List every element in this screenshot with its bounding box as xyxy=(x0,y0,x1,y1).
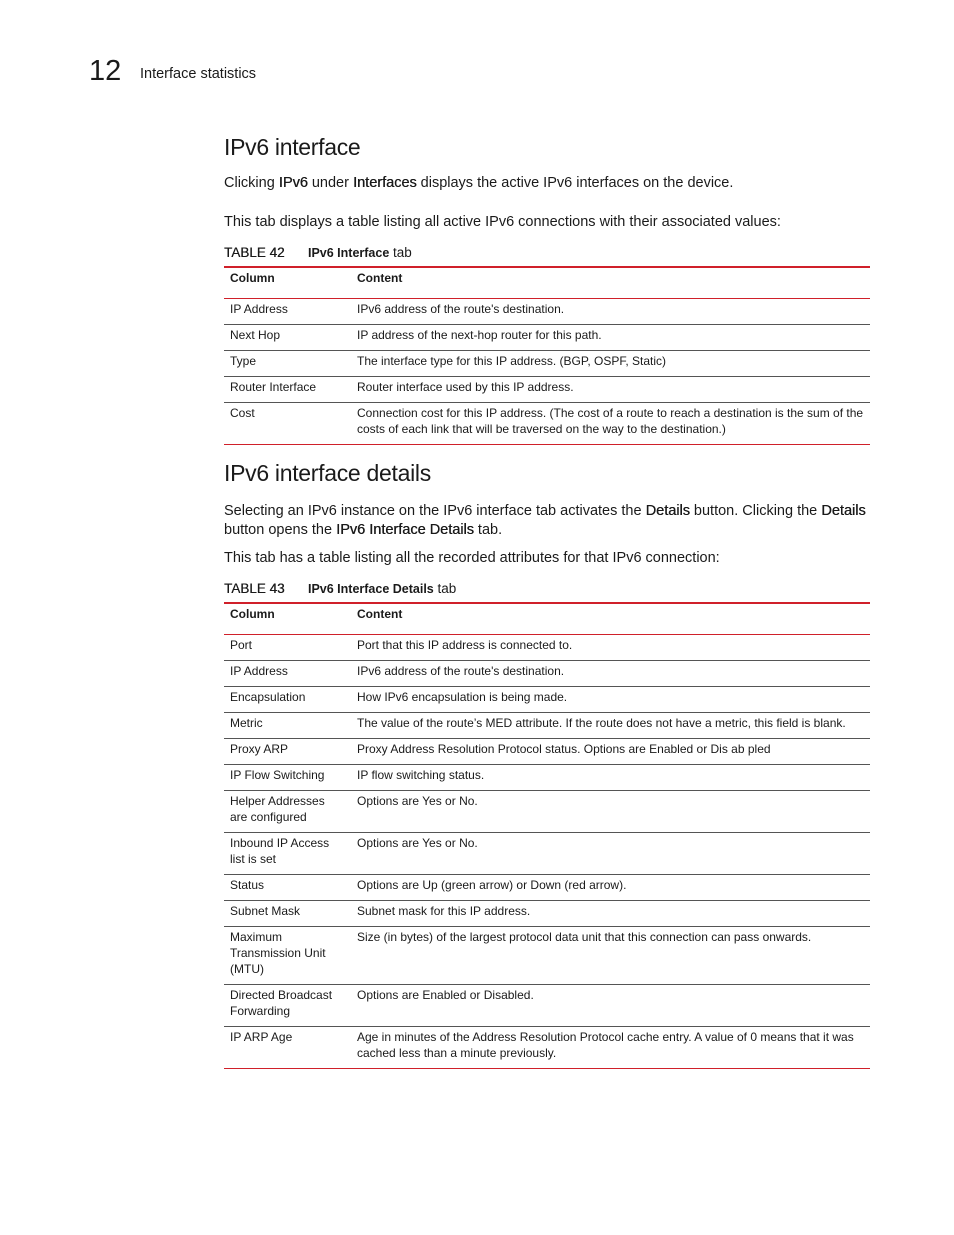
intro-paragraph: Clicking IPv6 under Interfaces displays the active IPv6 interfaces on the device. xyxy=(224,175,734,191)
table-row: Encapsulation How IPv6 encapsulation is being made. xyxy=(224,687,870,713)
ui-term: IPv6 xyxy=(278,175,308,191)
column-header: Column xyxy=(224,267,351,299)
table-intro-paragraph: This tab displays a table listing all active IPv6 connections with their associated values: xyxy=(224,214,781,230)
table-row: Type The interface type for this IP address. (BGP, OSPF, Static) xyxy=(224,351,870,377)
table-row: Metric The value of the route’s MED attribute. If the route does not have a metric, this field is blank. xyxy=(224,713,870,739)
table-caption xyxy=(224,244,870,262)
column-header: Content xyxy=(351,267,870,299)
section-ipv6-interface-details xyxy=(224,459,870,1069)
section-heading: IPv6 interface details xyxy=(224,460,431,486)
table-row: Port Port that this IP address is connected to. xyxy=(224,635,870,661)
chapter-number: 12 xyxy=(89,55,122,87)
ui-term: Details xyxy=(645,503,690,519)
ipv6-interface-details-table xyxy=(224,602,870,1069)
column-header: Column xyxy=(224,603,351,635)
intro-paragraph: Selecting an IPv6 instance on the IPv6 interface tab activates the Details button. Clicking the Details button opens the IPv6 Interface Details tab. xyxy=(224,503,866,538)
ipv6-interface-table xyxy=(224,266,870,445)
ui-term: Details xyxy=(821,503,866,519)
section-heading: IPv6 interface xyxy=(224,134,361,160)
chapter-title: Interface statistics xyxy=(140,66,257,82)
table-row: Next Hop IP address of the next-hop router for this path. xyxy=(224,325,870,351)
ui-term: IPv6 Interface Details xyxy=(336,522,474,538)
table-row: Maximum Transmission Unit (MTU) Size (in bytes) of the largest protocol data unit that this connection can pass onwards. xyxy=(224,927,870,985)
table-number: TABLE 43 xyxy=(224,581,285,596)
table-row: Subnet Mask Subnet mask for this IP address. xyxy=(224,901,870,927)
table-row: IP Flow Switching IP flow switching status. xyxy=(224,765,870,791)
table-row: IP Address IPv6 address of the route's destination. xyxy=(224,299,870,325)
table-number: TABLE 42 xyxy=(224,245,285,260)
table-name: IPv6 Interface tab xyxy=(308,245,412,260)
table-row: IP Address IPv6 address of the route's destination. xyxy=(224,661,870,687)
table-row: Helper Addresses are configured Options are Yes or No. xyxy=(224,791,870,833)
table-row: Proxy ARP Proxy Address Resolution Protocol status. Options are Enabled or Dis ab pled xyxy=(224,739,870,765)
table-row: Status Options are Up (green arrow) or Down (red arrow). xyxy=(224,875,870,901)
column-header: Content xyxy=(351,603,870,635)
section-ipv6-interface xyxy=(224,133,870,445)
table-name: IPv6 Interface Details tab xyxy=(308,581,457,596)
table-row: Router Interface Router interface used by this IP address. xyxy=(224,377,870,403)
table-row: Cost Connection cost for this IP address. (The cost of a route to reach a destination is the sum of the costs of each link that will be traversed on the way to the destination.) xyxy=(230,406,864,436)
table-caption xyxy=(224,580,870,598)
table-intro-paragraph: This tab has a table listing all the recorded attributes for that IPv6 connection: xyxy=(224,550,720,566)
table-row: Directed Broadcast Forwarding Options are Enabled or Disabled. xyxy=(224,985,870,1027)
table-row: Inbound IP Access list is set Options are Yes or No. xyxy=(224,833,870,875)
ui-term: Interfaces xyxy=(352,175,417,191)
table-row: IP ARP Age Age in minutes of the Address Resolution Protocol cache entry. A value of 0 means that it was cached less than a minute previously. xyxy=(230,1030,854,1060)
